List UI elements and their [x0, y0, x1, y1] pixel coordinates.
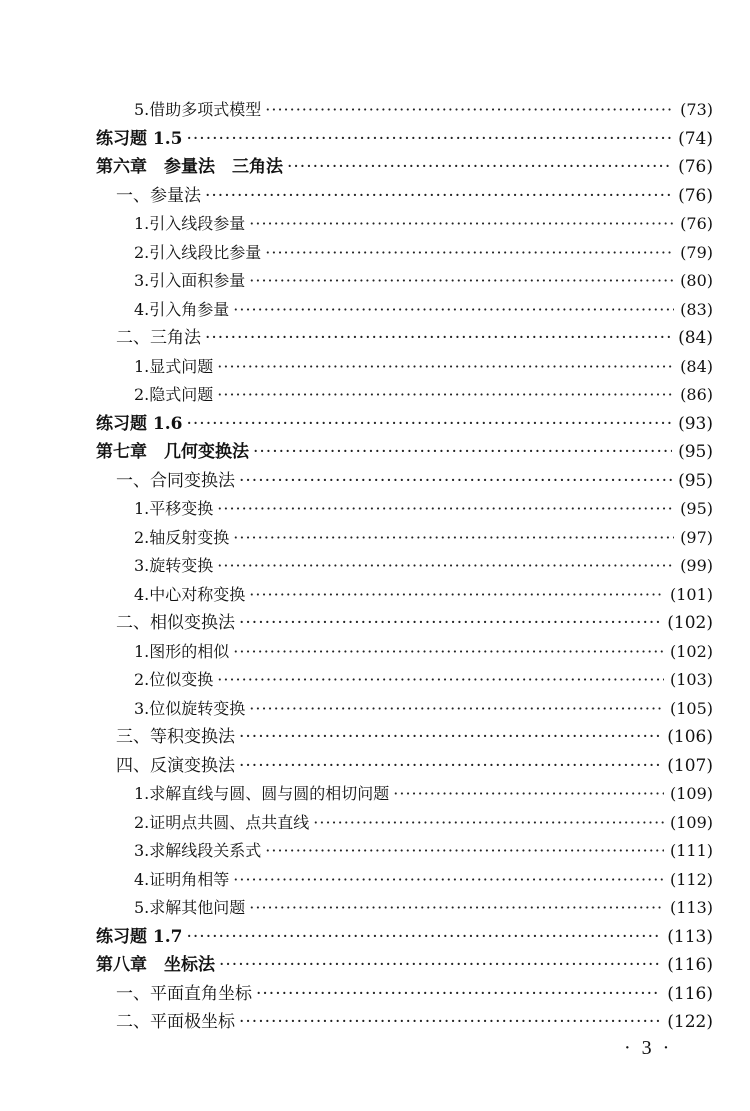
toc-entry [96, 267, 713, 296]
toc-entry-page: (102) [667, 613, 713, 633]
toc-entry-title: 2.证明点共圆、点共直线 [134, 812, 310, 832]
dot-leader [233, 296, 674, 325]
dot-leader [217, 552, 674, 581]
toc-entry-title: 3.旋转变换 [134, 556, 214, 575]
toc-entry [96, 381, 713, 410]
toc-entry [96, 552, 713, 581]
toc-entry-page: (86) [680, 385, 713, 404]
toc-entry [96, 495, 713, 524]
toc-entry-page: (113) [667, 926, 713, 947]
toc-entry-page: (103) [669, 670, 713, 689]
toc-entry-title: 三、等积变换法 [116, 727, 235, 747]
toc-entry-title: 4.引入角参量 [134, 299, 230, 319]
toc-entry-title: 2.引入线段比参量 [134, 242, 262, 262]
toc-entry-title: 一、合同变换法 [116, 470, 235, 491]
toc-entry [96, 1008, 713, 1037]
toc-entry-title: 3.引入面积参量 [134, 271, 246, 290]
toc-entry [96, 524, 713, 553]
toc-entry-title: 5.借助多项式模型 [134, 100, 262, 119]
toc-entry-title: 练习题 1.6 [96, 413, 183, 434]
table-of-contents [96, 96, 713, 1037]
dot-leader [217, 666, 664, 695]
toc-entry [96, 410, 713, 439]
dot-leader [253, 438, 672, 467]
toc-entry-title: 3.求解线段关系式 [134, 841, 262, 860]
toc-entry [96, 809, 713, 838]
toc-entry-page: (73) [680, 100, 713, 119]
dot-leader [217, 495, 674, 524]
toc-entry [96, 695, 713, 724]
page-number: · 3 · [624, 1037, 673, 1059]
toc-entry-page: (99) [680, 556, 713, 575]
dot-leader [239, 752, 661, 781]
toc-entry [96, 638, 713, 667]
toc-entry-page: (109) [669, 812, 713, 832]
toc-entry [96, 866, 713, 895]
toc-entry-page: (76) [678, 157, 713, 177]
dot-leader [233, 524, 674, 553]
toc-entry [96, 780, 713, 809]
toc-entry [96, 324, 713, 353]
toc-entry-page: (76) [680, 214, 713, 233]
dot-leader [187, 923, 662, 952]
toc-entry-title: 第八章 坐标法 [96, 955, 215, 975]
dot-leader [233, 638, 664, 667]
dot-leader [205, 324, 672, 353]
toc-entry-title: 四、反演变换法 [116, 755, 235, 776]
dot-leader [256, 980, 661, 1009]
toc-entry [96, 239, 713, 268]
dot-leader [265, 239, 674, 268]
toc-entry-page: (80) [680, 271, 713, 290]
toc-entry-title: 第六章 参量法 三角法 [96, 157, 283, 177]
toc-entry-title: 1.引入线段参量 [134, 214, 246, 233]
toc-entry-page: (122) [667, 1012, 713, 1032]
toc-entry-title: 3.位似旋转变换 [134, 698, 246, 718]
dot-leader [265, 96, 674, 125]
dot-leader [217, 381, 674, 410]
dot-leader [313, 809, 664, 838]
dot-leader [239, 1008, 661, 1037]
toc-entry-page: (93) [678, 413, 713, 434]
toc-entry-page: (102) [669, 641, 713, 661]
dot-leader [187, 125, 673, 154]
toc-entry [96, 666, 713, 695]
toc-entry-title: 二、平面极坐标 [116, 1012, 235, 1032]
dot-leader [249, 267, 674, 296]
dot-leader [217, 353, 674, 382]
toc-entry-page: (107) [667, 755, 713, 776]
toc-entry-title: 1.显式问题 [134, 356, 214, 376]
toc-entry-page: (95) [678, 442, 713, 462]
toc-entry-page: (74) [678, 128, 713, 149]
toc-entry-title: 二、相似变换法 [116, 613, 235, 633]
toc-entry [96, 894, 713, 923]
toc-entry-page: (84) [678, 328, 713, 348]
toc-entry [96, 951, 713, 980]
toc-entry [96, 353, 713, 382]
toc-entry-title: 练习题 1.5 [96, 128, 183, 149]
toc-entry-page: (97) [680, 527, 713, 547]
toc-entry-title: 1.图形的相似 [134, 641, 230, 661]
toc-entry [96, 125, 713, 154]
dot-leader [187, 410, 673, 439]
toc-entry-page: (112) [669, 869, 713, 889]
dot-leader [249, 695, 664, 724]
toc-entry-page: (116) [667, 955, 713, 975]
toc-entry [96, 467, 713, 496]
toc-entry [96, 438, 713, 467]
toc-entry-page: (95) [680, 499, 713, 518]
toc-entry [96, 581, 713, 610]
dot-leader [265, 837, 664, 866]
toc-entry-title: 2.位似变换 [134, 670, 214, 689]
toc-entry [96, 609, 713, 638]
dot-leader [249, 581, 664, 610]
toc-entry [96, 182, 713, 211]
toc-entry-page: (79) [680, 242, 713, 262]
toc-entry-title: 2.隐式问题 [134, 385, 214, 404]
dot-leader [249, 894, 664, 923]
toc-entry-page: (106) [667, 727, 713, 747]
toc-entry [96, 153, 713, 182]
dot-leader [239, 723, 661, 752]
toc-entry-page: (84) [680, 356, 713, 376]
toc-entry-page: (105) [669, 698, 713, 718]
dot-leader [205, 182, 672, 211]
toc-entry [96, 723, 713, 752]
toc-entry-page: (113) [669, 898, 713, 917]
dot-leader [239, 467, 672, 496]
dot-leader [393, 780, 664, 809]
toc-entry-title: 一、平面直角坐标 [116, 983, 252, 1004]
toc-entry [96, 980, 713, 1009]
toc-entry [96, 837, 713, 866]
toc-entry-page: (111) [669, 841, 713, 860]
toc-entry-page: (83) [680, 299, 713, 319]
toc-entry-title: 1.平移变换 [134, 499, 214, 518]
toc-entry-page: (95) [678, 470, 713, 491]
toc-entry-title: 一、参量法 [116, 185, 201, 206]
toc-entry-page: (116) [667, 983, 713, 1004]
toc-entry-page: (76) [678, 185, 713, 206]
toc-entry [96, 296, 713, 325]
toc-entry-title: 4.中心对称变换 [134, 584, 246, 604]
toc-entry-page: (101) [669, 584, 713, 604]
toc-entry [96, 96, 713, 125]
toc-entry-title: 二、三角法 [116, 328, 201, 348]
toc-entry-title: 4.证明角相等 [134, 869, 230, 889]
dot-leader [219, 951, 661, 980]
toc-entry [96, 210, 713, 239]
toc-entry-page: (109) [669, 784, 713, 803]
toc-entry [96, 752, 713, 781]
toc-entry-title: 5.求解其他问题 [134, 898, 246, 917]
dot-leader [233, 866, 664, 895]
dot-leader [249, 210, 674, 239]
dot-leader [287, 153, 672, 182]
dot-leader [239, 609, 661, 638]
toc-entry-title: 练习题 1.7 [96, 926, 183, 947]
toc-entry [96, 923, 713, 952]
toc-entry-title: 1.求解直线与圆、圆与圆的相切问题 [134, 784, 390, 803]
toc-entry-title: 2.轴反射变换 [134, 527, 230, 547]
toc-entry-title: 第七章 几何变换法 [96, 442, 249, 462]
